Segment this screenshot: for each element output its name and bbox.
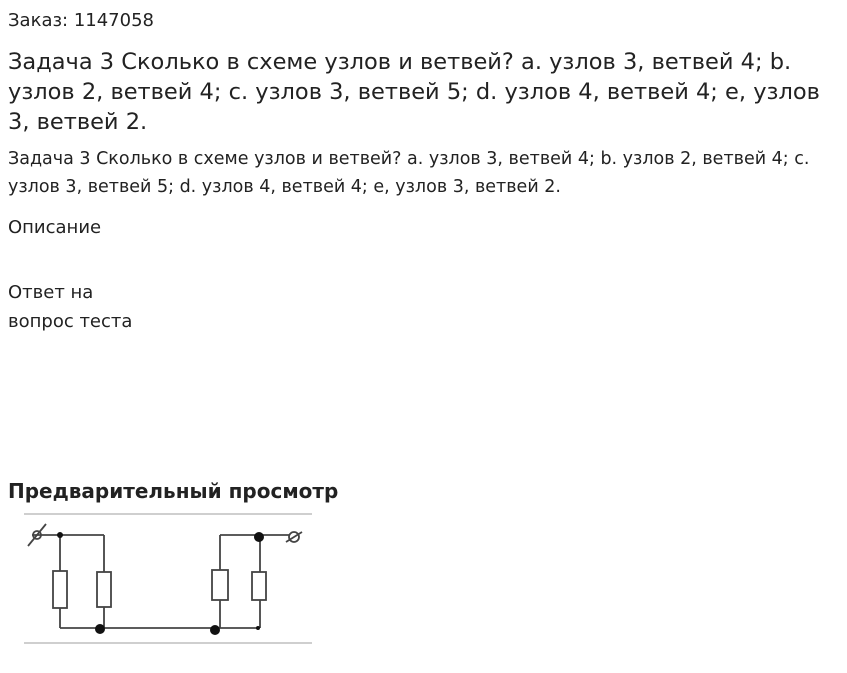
- description-label: Описание: [8, 217, 102, 238]
- task-title: Задача 3 Сколько в схеме узлов и ветвей? a. узлов 3, ветвей 4; b. узлов 2, ветвей 4; c. узлов 3, ветвей 5; d. узлов 4, ветвей 4; e, узлов 3, ветвей 2.: [8, 49, 820, 135]
- preview-title: Предварительный просмотр: [8, 479, 339, 503]
- answer-label: [8, 278, 132, 336]
- circuit-diagram-icon: [20, 510, 316, 650]
- task-lead: Задача 3 Сколько в схеме узлов и ветвей? a. узлов 3, ветвей 4; b. узлов 2, ветвей 4; c. узлов 3, ветвей 5; d. узлов 4, ветвей 4; e, узлов 3, ветвей 2.: [8, 149, 810, 197]
- answer-line-2: вопрос теста: [8, 311, 133, 332]
- order-number: Заказ: 1147058: [8, 10, 154, 31]
- answer-line-1: Ответ на: [8, 282, 94, 303]
- preview-image[interactable]: [20, 510, 316, 650]
